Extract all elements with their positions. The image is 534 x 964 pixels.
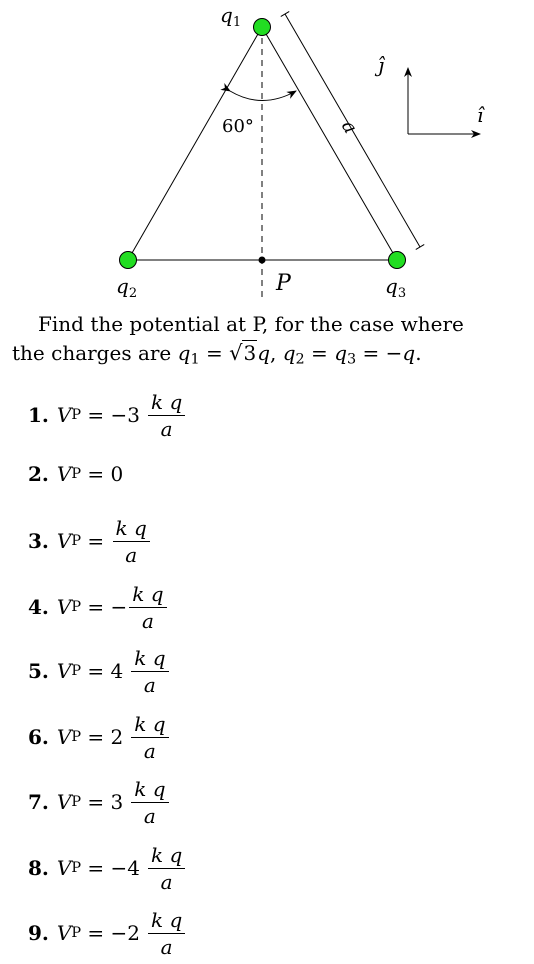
side-length-label: a [336,116,362,138]
equals-sign: = [81,403,111,427]
angle-arc [230,91,296,101]
answer-rhs [111,778,169,827]
lhs-variable: V [56,462,72,486]
equals-sign: = [81,659,111,683]
fraction [148,391,185,440]
coefficient: 2 [110,725,124,749]
answer-number: 6. [28,725,49,749]
q3-subscript: 3 [347,351,357,368]
answer-number: 4. [28,595,49,619]
triangle-side-q1-q3 [262,27,397,260]
fraction [148,909,185,958]
q2-symbol: q [282,341,296,365]
q-end-symbol: q [402,341,416,365]
comma: , [270,341,283,365]
q3-symbol: q [334,341,347,365]
lhs-subscript: P [71,925,82,941]
answer-rhs [111,844,186,893]
answer-option-6[interactable] [28,709,169,765]
triangle-side-q1-q2 [128,27,262,260]
lhs-subscript: P [71,599,82,615]
answer-rhs [111,583,167,632]
answer-option-7[interactable] [28,774,169,830]
charge-q2 [120,252,137,269]
fraction-numerator: k q [148,844,185,869]
fraction-denominator: a [143,672,156,697]
lhs-variable: V [56,790,72,814]
fraction-numerator: k q [131,713,168,738]
q2-subscript: 2 [295,351,305,368]
charge-triangle-figure [0,0,534,300]
lhs-subscript: P [71,860,82,876]
fraction [131,778,168,827]
charge-q3 [389,252,406,269]
fraction-denominator: a [160,416,173,441]
coefficient: −3 [110,403,140,427]
fraction-denominator: a [125,542,138,567]
answer-number: 1. [28,403,49,427]
fraction-numerator: k q [129,583,166,608]
fraction [113,517,150,566]
answer-option-3[interactable] [28,513,150,569]
coefficient: 4 [110,659,124,683]
lhs-subscript: P [71,533,82,549]
fraction-numerator: k q [131,778,168,803]
q1-label: $q_1$ [220,3,242,30]
lhs-subscript: P [71,466,82,482]
lhs-variable: V [56,529,72,553]
coefficient: 3 [110,790,124,814]
period: . [415,341,422,365]
point-p-label: P [276,271,291,296]
fraction-denominator: a [160,934,173,959]
fraction-numerator: k q [131,647,168,672]
lhs-variable: V [56,921,72,945]
fraction [131,647,168,696]
answer-option-2[interactable] [28,446,123,502]
equals-sign: = [81,462,111,486]
answer-rhs [111,517,150,566]
equals-minus: = − [356,341,403,365]
answer-number: 8. [28,856,49,880]
fraction-denominator: a [143,738,156,763]
lhs-variable: V [56,659,72,683]
lhs-subscript: P [71,663,82,679]
fraction-numerator: k q [113,517,150,542]
answer-number: 3. [28,529,49,553]
answer-number: 9. [28,921,49,945]
equals-sign: = [81,790,111,814]
equals-sign: = [81,921,111,945]
question-text [12,310,522,375]
angle-label: 60° [222,116,254,137]
j-hat-label: ĵ [378,53,385,77]
question-line-1: Find the potential at P, for the case where [38,312,464,336]
fraction [131,713,168,762]
q1-subscript: 1 [190,351,200,368]
coefficient: −2 [110,921,140,945]
equals-sign: = [81,529,111,553]
answer-number: 5. [28,659,49,683]
lhs-subscript: P [71,794,82,810]
q2-label: $q_2$ [116,274,138,300]
q3-label: $q_3$ [385,274,407,300]
answer-option-4[interactable] [28,579,167,635]
q1-symbol: q [177,341,191,365]
question-line-2 [12,339,522,375]
coefficient: 0 [110,462,124,486]
point-p-dot [259,257,266,264]
equals-sign: = [81,856,111,880]
coefficient: −4 [110,856,140,880]
lhs-subscript: P [71,729,82,745]
fraction-denominator: a [143,803,156,828]
answer-rhs [111,391,186,440]
fraction-numerator: k q [148,909,185,934]
equals-sign: = [81,725,111,749]
fraction-denominator: a [141,608,154,633]
answer-number: 7. [28,790,49,814]
fraction [148,844,185,893]
answer-rhs [111,462,124,486]
answer-option-5[interactable] [28,643,169,699]
lhs-variable: V [56,595,72,619]
coefficient: − [110,595,128,619]
answer-option-8[interactable] [28,840,185,896]
lhs-variable: V [56,725,72,749]
lhs-variable: V [56,856,72,880]
lhs-variable: V [56,403,72,427]
fraction [129,583,166,632]
i-hat-label: î [477,103,484,127]
equals-2: = [304,341,335,365]
answer-option-1[interactable] [28,387,185,443]
lhs-subscript: P [71,407,82,423]
fraction-denominator: a [160,869,173,894]
fraction-numerator: k q [148,391,185,416]
equals-1: = [199,341,230,365]
answer-number: 2. [28,462,49,486]
answer-rhs [111,647,169,696]
answer-rhs [111,909,186,958]
answer-rhs [111,713,169,762]
sqrt-3: √3 [229,341,257,365]
q-symbol: q [257,341,271,365]
equals-sign: = [81,595,111,619]
charge-q1 [254,19,271,36]
question-prefix: the charges are [12,341,178,365]
answer-option-9[interactable] [28,905,185,961]
sqrt-argument: 3 [243,341,257,365]
